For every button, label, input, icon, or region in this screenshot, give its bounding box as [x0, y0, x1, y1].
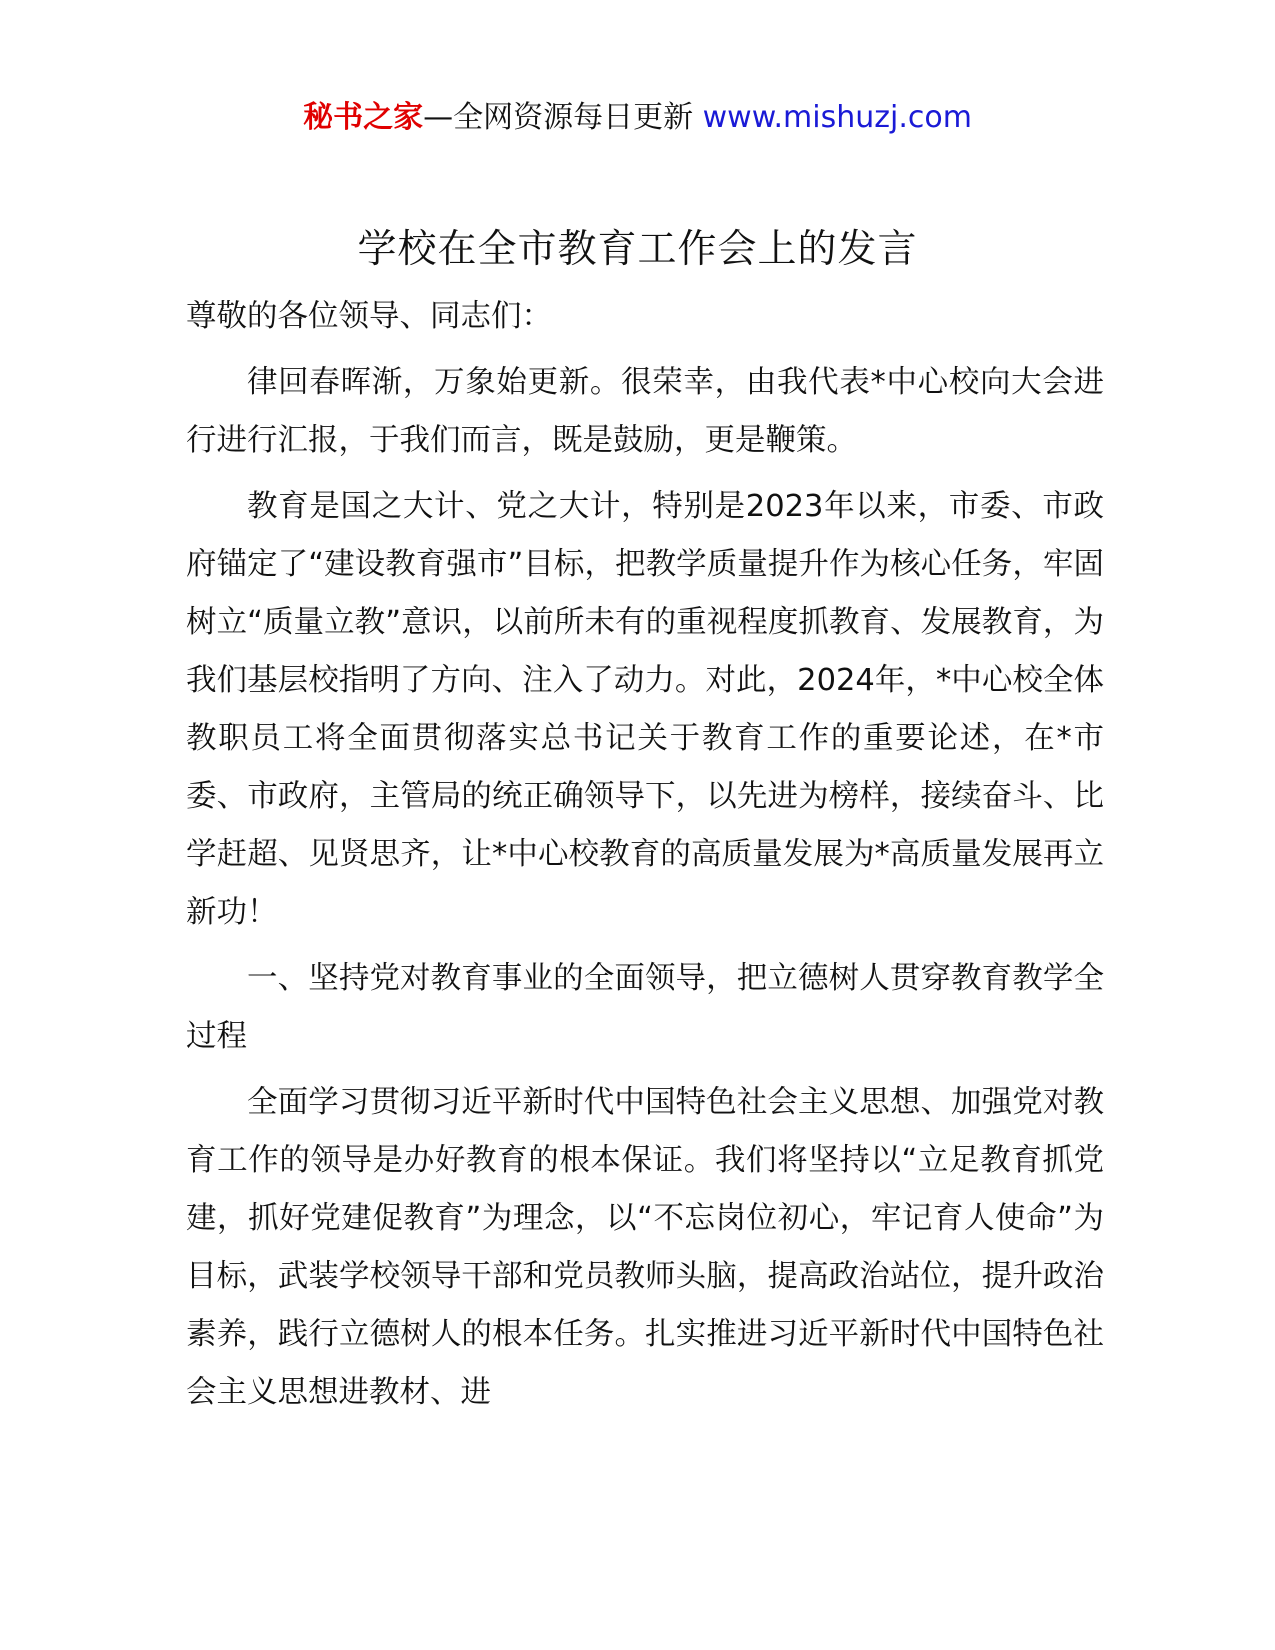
paragraph-opening: 律回春晖渐，万象始更新。很荣幸，由我代表*中心校向大会进行进行汇报，于我们而言，既是鼓励，更是鞭策。: [186, 365, 1104, 458]
document-title: 学校在全市教育工作会上的发言: [357, 227, 918, 272]
paragraph-background: 教育是国之大计、党之大计，特别是2023年以来，市委、市政府锚定了“建设教育强市”目标，把教学质量提升作为核心任务，牢固树立“质量立教”意识，以前所未有的重视程度抓教育、发展教育，为我们基层校指明了方向、注入了动力。对此，2024年，*中心校全体教职员工将全面贯彻落实总书记关于教育工作的重要论述，在*市委、市政府，主管局的统正确领导下，以先进为榜样，接续奋斗、比学赶超、见贤思齐，让*中心校教育的高质量发展为*高质量发展再立新功！: [186, 489, 1104, 930]
site-header: [0, 96, 1275, 140]
document-body: [186, 288, 1104, 1430]
section-heading-1: 一、坚持党对教育事业的全面领导，把立德树人贯穿教育教学全过程: [186, 961, 1104, 1054]
site-tagline: —全网资源每日更新: [423, 100, 694, 135]
paragraph-party-leadership: 全面学习贯彻习近平新时代中国特色社会主义思想、加强党对教育工作的领导是办好教育的根本保证。我们将坚持以“立足教育抓党建，抓好党建促教育”为理念，以“不忘岗位初心，牢记育人使命”为目标，武装学校领导干部和党员教师头脑，提高政治站位，提升政治素养，践行立德树人的根本任务。扎实推进习近平新时代中国特色社会主义思想进教材、进: [186, 1085, 1104, 1410]
site-url-link[interactable]: www.mishuzj.com: [702, 100, 972, 135]
salutation: 尊敬的各位领导、同志们：: [186, 299, 552, 334]
site-brand: 秘书之家: [303, 100, 424, 135]
